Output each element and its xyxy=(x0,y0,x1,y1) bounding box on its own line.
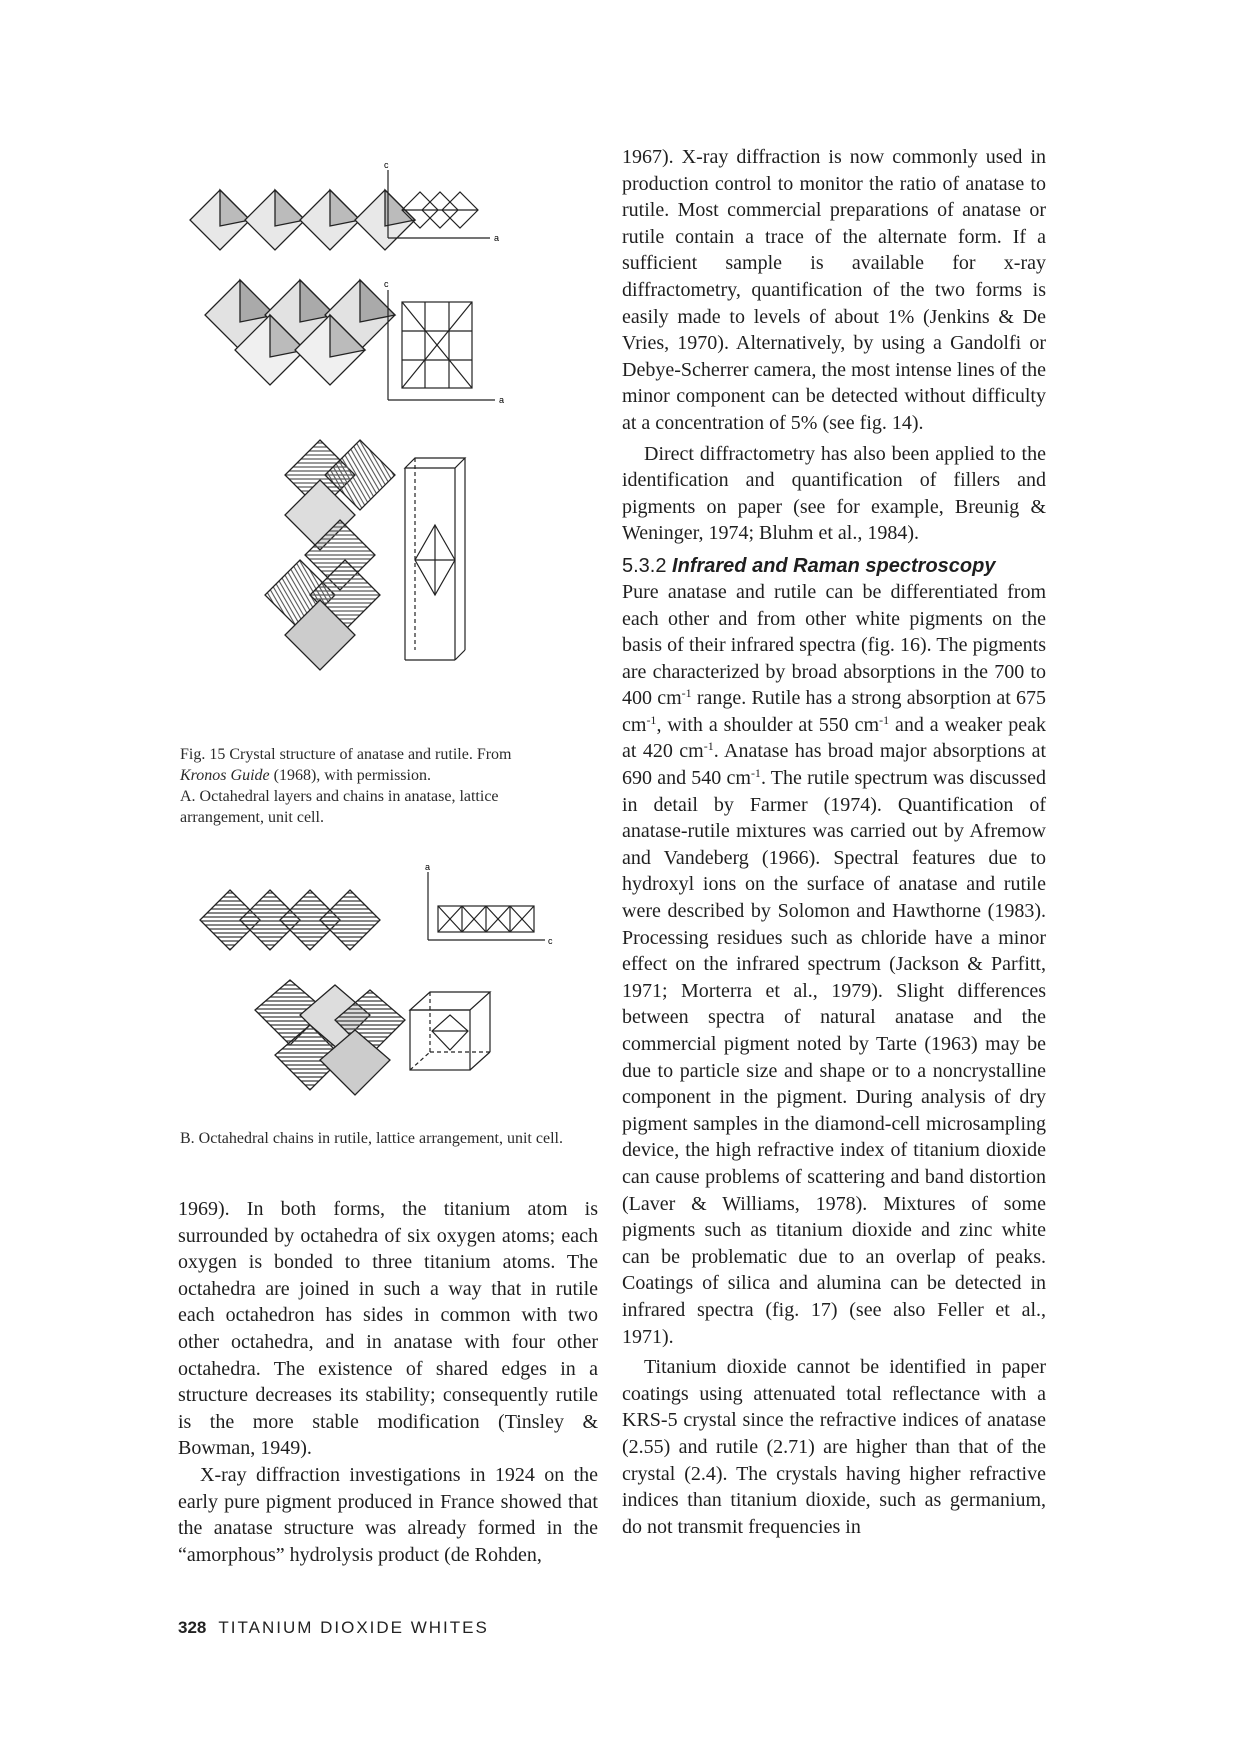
text-run: range. Rutile has a strong absorption at 675 cm xyxy=(622,687,1046,736)
paragraph: Titanium dioxide cannot be identified in paper coatings using attenuated total reflectance with a KRS-5 crystal since the refractive indices of anatase (2.55) and rutile (2.71) are higher than that of the crystal (2.4). The crystals having higher refractive indices than titanium dioxide, such as germanium, do not transmit frequencies in xyxy=(622,1356,1046,1538)
lattice-axes-b xyxy=(428,872,545,940)
axis-label-a-b: a xyxy=(425,862,431,872)
page-footer xyxy=(178,1618,489,1638)
paragraph: X-ray diffraction investigations in 1924 on the early pure pigment produced in France showed that the anatase structure was already formed in the “amorphous” hydrolysis product (de Rohden, xyxy=(178,1463,598,1566)
paragraph: 1967). X-ray diffraction is now commonly used in production control to monitor the ratio of anatase to rutile. Most commercial preparations of anatase or rutile contain a trace of the alternate form. If a sufficient sample is available for x-ray diffractometry, quantification of the two forms is easily made to levels of about 1% (Jenkins & De Vries, 1970). Alternatively, by using a Gandolfi or Debye-Scherrer camera, the most intense lines of the minor component can be detected without difficulty at a concentration of 5% (see fig. 14). xyxy=(622,146,1046,434)
axis-label-c2: c xyxy=(384,279,389,289)
axis-label-c-b: c xyxy=(548,936,553,946)
text-run: . The rutile spectrum was discussed in detail by Farmer (1974). Quantification of anatase-rutile mixtures was carried out by Afremow and Vandeberg (1966). Spectral features due to hydroxyl ions on the surface of anatase and rutile were described by Solomon and Hawthorne (1983). Processing residues such as chloride have a minor effect on the infrared spectrum (Jackson & Parfitt, 1971; Morterra et al., 1979). Slight differences between spectra of natural anatase and the commercial pigment noted by Tarte (1963) may be due to particle size and shape or to a noncrystalline component in the pigment. During analysis of dry pigment samples in the diamond-cell microsampling device, the high refractive index of titanium dioxide can cause problems of scattering and band distortion (Laver & Williams, 1978). Mixtures of some pigments such as titanium dioxide and zinc white can be problematic due to an overlap of peaks. Coatings of silica and alumina can be detected in infrared spectra (fig. 17) (see also Feller et al., 1971). xyxy=(622,767,1046,1348)
superscript: -1 xyxy=(750,766,761,781)
axis-label-a1: a xyxy=(494,233,500,243)
superscript: -1 xyxy=(681,686,692,701)
running-title: TITANIUM DIOXIDE WHITES xyxy=(218,1618,489,1637)
caption-a-line3: A. Octahedral layers and chains in anatase, lattice xyxy=(180,788,499,805)
text-run: . Anatase has broad major absorptions at 690 and 540 cm xyxy=(622,740,1046,790)
figure-15a xyxy=(170,150,590,730)
text-run: , with a shoulder at 550 cm xyxy=(656,713,880,736)
rutile-structure-diagram xyxy=(170,860,590,1105)
rutile-unit-cell xyxy=(410,992,490,1070)
caption-a-source: Kronos Guide xyxy=(180,767,270,784)
section-number: 5.3.2 xyxy=(622,554,667,577)
figure-caption-b: B. Octahedral chains in rutile, lattice arrangement, unit cell. xyxy=(180,1130,563,1147)
text-run: and a weaker peak at 420 cm xyxy=(622,713,1046,763)
axis-label-a2: a xyxy=(499,395,505,405)
octahedra-chains-zigzag xyxy=(265,440,395,670)
caption-a-line1: Fig. 15 Crystal structure of anatase and rutile. From xyxy=(180,746,512,763)
right-column xyxy=(622,144,1046,1540)
lattice-axes-2 xyxy=(388,290,495,400)
anatase-structure-diagram xyxy=(170,150,590,730)
rutile-chain xyxy=(200,890,380,950)
axis-label-c1: c xyxy=(384,160,389,170)
paragraph-ir xyxy=(622,579,1046,1350)
text-run: Pure anatase and rutile can be differentiated from each other and from other white pigments on the basis of their infrared spectra (fig. 16). The pigments are characterized by broad absorptions in the 700 to 400 cm xyxy=(622,580,1046,710)
section-heading xyxy=(622,553,1046,579)
anatase-unit-cell xyxy=(405,458,465,660)
octahedra-chain-top xyxy=(190,190,415,250)
section-title: Infrared and Raman spectroscopy xyxy=(672,554,996,577)
figure-caption-a xyxy=(180,744,590,828)
superscript: -1 xyxy=(646,712,657,727)
octahedra-layer xyxy=(205,280,395,385)
caption-a-source-tail: (1968), with permission. xyxy=(269,767,431,784)
rutile-chains-3d xyxy=(255,980,405,1095)
caption-a-line4: arrangement, unit cell. xyxy=(180,809,324,826)
figure-15b xyxy=(170,860,590,1105)
paragraph: Direct diffractometry has also been applied to the identification and quantification of fillers and pigments on paper (see for example, Breunig & Weninger, 1974; Bluhm et al., 1984). xyxy=(622,442,1046,545)
left-column xyxy=(178,1196,598,1568)
superscript: -1 xyxy=(879,712,890,727)
page-number: 328 xyxy=(178,1618,207,1637)
superscript: -1 xyxy=(703,739,714,754)
paragraph: 1969). In both forms, the titanium atom is surrounded by octahedra of six oxygen atoms; each oxygen is bonded to three titanium atoms. The octahedra are joined in such a way that in rutile each octahedron has sides in common with two other octahedra, and in anatase with four other octahedra. The existence of shared edges in a structure decreases its stability; consequently rutile is the more stable modification (Tinsley & Bowman, 1949). xyxy=(178,1198,598,1460)
